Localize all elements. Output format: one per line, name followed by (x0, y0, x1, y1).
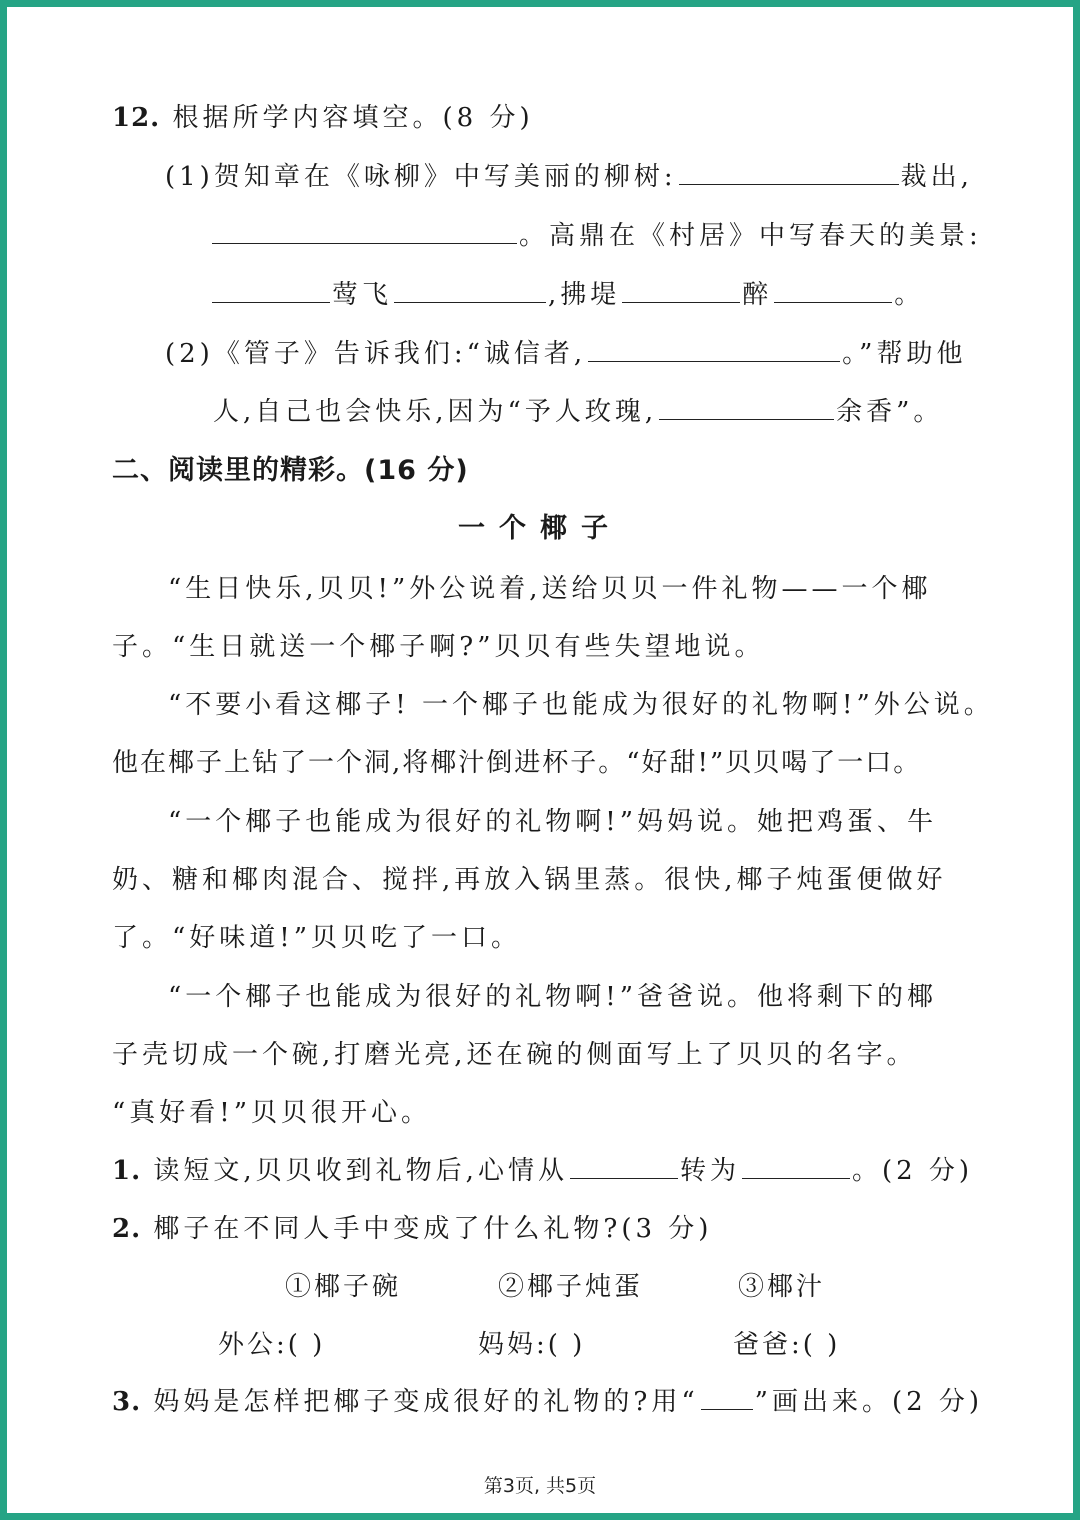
q2-number: 2. (112, 1214, 142, 1244)
q12-part1-line2 (210, 219, 982, 253)
q12-stem-text: 根据所学内容填空。(8 分) (172, 103, 534, 133)
answer-blank[interactable] (774, 278, 892, 303)
q3-number: 3. (112, 1387, 142, 1417)
q12-stem (112, 101, 534, 135)
q2-option-3: ③椰汁 (738, 1272, 826, 1302)
underline-sample (701, 1385, 753, 1410)
answer-blank[interactable] (212, 278, 330, 303)
section-heading: 二、阅读里的精彩。(16 分) (112, 455, 469, 486)
answer-blank[interactable] (622, 278, 740, 303)
passage-line: 子。“生日就送一个椰子啊?”贝贝有些失望地说。 (112, 632, 765, 662)
q2-line (112, 1212, 712, 1246)
q12-part1-text: 。高鼎在《村居》中写春天的美景: (519, 221, 982, 251)
q12-part2-line1 (165, 337, 966, 371)
answer-blank[interactable] (659, 395, 834, 420)
q12-part1-text: 。 (894, 280, 925, 310)
q12-part1-text: 醉 (742, 280, 773, 310)
answer-blank[interactable] (212, 219, 517, 244)
q3-text: 妈妈是怎样把椰子变成很好的礼物的?用“ (153, 1387, 699, 1417)
passage-title: 一个椰子 (458, 513, 622, 544)
q12-part1-text: (1)贺知章在《咏柳》中写美丽的柳树: (165, 162, 677, 192)
q12-part2-text: 。”帮助他 (842, 339, 967, 369)
q1-text: 转为 (679, 1156, 740, 1186)
passage-line: 奶、糖和椰肉混合、搅拌,再放入锅里蒸。很快,椰子炖蛋便做好 (112, 865, 947, 895)
q12-part2-text: (2)《管子》告诉我们:“诚信者, (165, 339, 587, 369)
q1-line (112, 1154, 973, 1188)
passage-line: “一个椰子也能成为很好的礼物啊!”爸爸说。他将剩下的椰 (168, 982, 938, 1012)
answer-blank[interactable] (588, 337, 840, 362)
answer-blank[interactable] (742, 1154, 850, 1179)
q3-line (112, 1385, 983, 1419)
passage-line: 他在椰子上钻了一个洞,将椰汁倒进杯子。“好甜!”贝贝喝了一口。 (112, 748, 922, 778)
answer-blank[interactable] (679, 160, 899, 185)
q2-option-1: ①椰子碗 (285, 1272, 402, 1302)
q2-option-2: ②椰子炖蛋 (498, 1272, 644, 1302)
q2-answer-grandpa[interactable]: 外公:( ) (218, 1330, 326, 1360)
q12-part2-text: 余香”。 (836, 397, 944, 427)
q2-answer-dad[interactable]: 爸爸:( ) (733, 1330, 841, 1360)
passage-line: “不要小看这椰子! 一个椰子也能成为很好的礼物啊!”外公说。 (168, 690, 994, 720)
q3-text: ”画出来。(2 分) (754, 1387, 984, 1417)
passage-line: “真好看!”贝贝很开心。 (112, 1098, 432, 1128)
q12-part1-text: ,拂堤 (548, 280, 621, 310)
answer-blank[interactable] (570, 1154, 678, 1179)
q12-part2-text: 人,自己也会快乐,因为“予人玫瑰, (213, 397, 658, 427)
q12-part2-line2 (213, 395, 943, 429)
q2-answer-mom[interactable]: 妈妈:( ) (478, 1330, 586, 1360)
q1-number: 1. (112, 1156, 142, 1186)
q1-text: 。(2 分) (851, 1156, 974, 1186)
q12-part1-line1 (165, 160, 973, 194)
q12-part1-line3 (210, 278, 924, 312)
q12-part1-text: 裁出, (900, 162, 973, 192)
q12-part1-text: 莺飞 (332, 280, 393, 310)
q2-text: 椰子在不同人手中变成了什么礼物?(3 分) (153, 1214, 713, 1244)
passage-line: “生日快乐,贝贝!”外公说着,送给贝贝一件礼物——一个椰 (168, 574, 932, 604)
q1-text: 读短文,贝贝收到礼物后,心情从 (153, 1156, 568, 1186)
passage-line: 子壳切成一个碗,打磨光亮,还在碗的侧面写上了贝贝的名字。 (112, 1040, 917, 1070)
page-number: 第3页, 共5页 (483, 1475, 597, 1497)
q12-number: 12. (112, 103, 161, 133)
passage-line: 了。“好味道!”贝贝吃了一口。 (112, 923, 522, 953)
answer-blank[interactable] (394, 278, 546, 303)
passage-line: “一个椰子也能成为很好的礼物啊!”妈妈说。她把鸡蛋、牛 (168, 807, 938, 837)
